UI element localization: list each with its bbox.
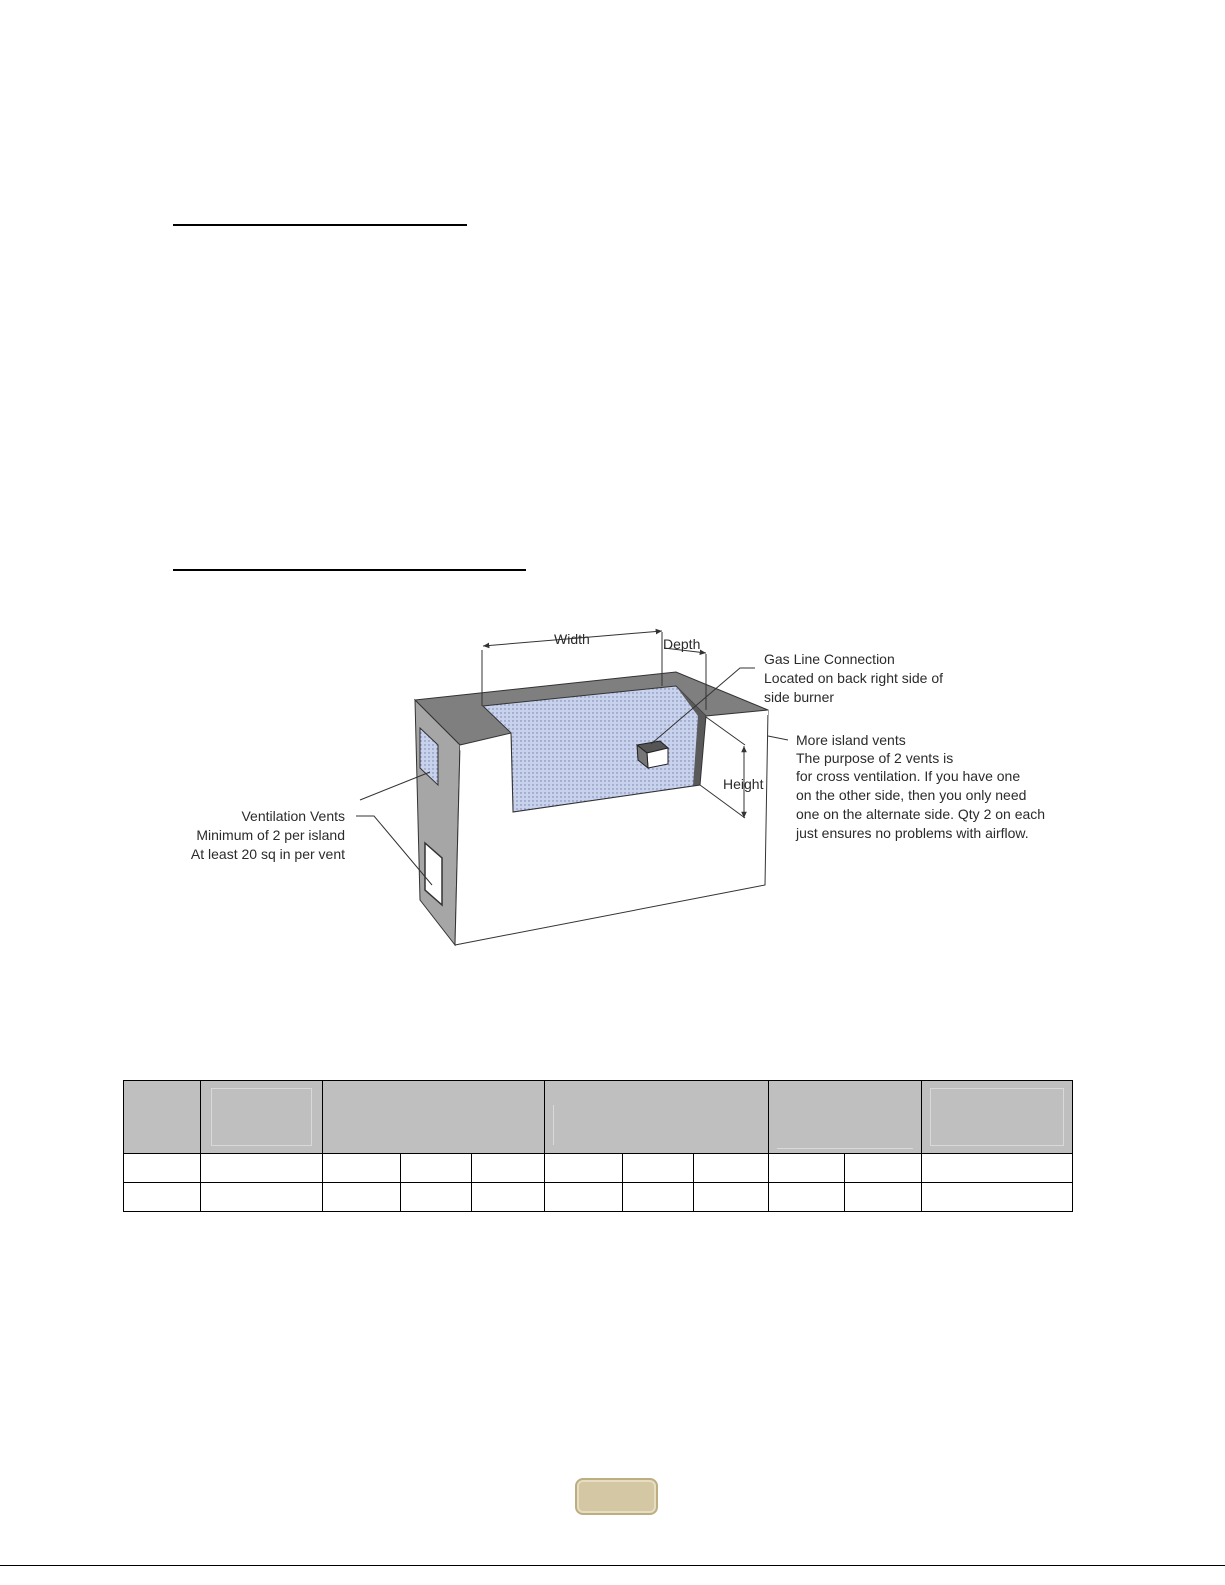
table-cell [472, 1154, 545, 1183]
table-cell [323, 1183, 401, 1212]
island-vents-callout-line: one on the alternate side. Qty 2 on each [796, 806, 1046, 822]
table-cell [401, 1154, 472, 1183]
table-header-cell [769, 1081, 922, 1154]
table-header-cell [922, 1081, 1073, 1154]
table-cell [323, 1154, 401, 1183]
island-vents-callout-line: for cross ventilation. If you have one [796, 768, 1021, 784]
gas-line-callout-line: side burner [764, 689, 835, 705]
height-label: Height [723, 776, 764, 792]
table-header-cell [201, 1081, 323, 1154]
table-header-cell [323, 1081, 545, 1154]
table-cell [401, 1183, 472, 1212]
vent-callout-line: Minimum of 2 per island [196, 827, 345, 843]
table-cell [124, 1183, 201, 1212]
island-vents-callout-line: on the other side, then you only need [796, 787, 1027, 803]
footer-rule [0, 1565, 1225, 1566]
page-number-badge [575, 1478, 658, 1515]
table-cell [845, 1154, 922, 1183]
gas-line-callout-title: Gas Line Connection [764, 651, 895, 667]
table-cell [694, 1154, 769, 1183]
table-cell [124, 1154, 201, 1183]
island-vents-callout-line: The purpose of 2 vents is [796, 750, 954, 766]
vent-callout-line: At least 20 sq in per vent [190, 846, 345, 862]
table-cell [769, 1154, 845, 1183]
table-row [124, 1154, 1073, 1183]
table-cell [922, 1154, 1073, 1183]
table-cell [845, 1183, 922, 1212]
depth-label: Depth [663, 636, 701, 652]
table-cell [545, 1154, 623, 1183]
vent-callout-title: Ventilation Vents [241, 808, 345, 824]
table-cell [545, 1183, 623, 1212]
table-row [124, 1183, 1073, 1212]
table-header-cell [124, 1081, 201, 1154]
dimensions-table [123, 1080, 1073, 1212]
table-cell [694, 1183, 769, 1212]
table-cell [769, 1183, 845, 1212]
table-cell [623, 1183, 694, 1212]
table-cell [472, 1183, 545, 1212]
gas-line-callout-line: Located on back right side of [764, 670, 944, 686]
table-cell [201, 1183, 323, 1212]
island-vents-callout-line: just ensures no problems with airflow. [796, 825, 1029, 841]
table-cell [623, 1154, 694, 1183]
table-cell [201, 1154, 323, 1183]
island-vents-callout-title: More island vents [796, 732, 906, 748]
table-header-cell [545, 1081, 769, 1154]
table-cell [922, 1183, 1073, 1212]
width-label: Width [554, 631, 590, 647]
table-header-row [124, 1081, 1073, 1154]
